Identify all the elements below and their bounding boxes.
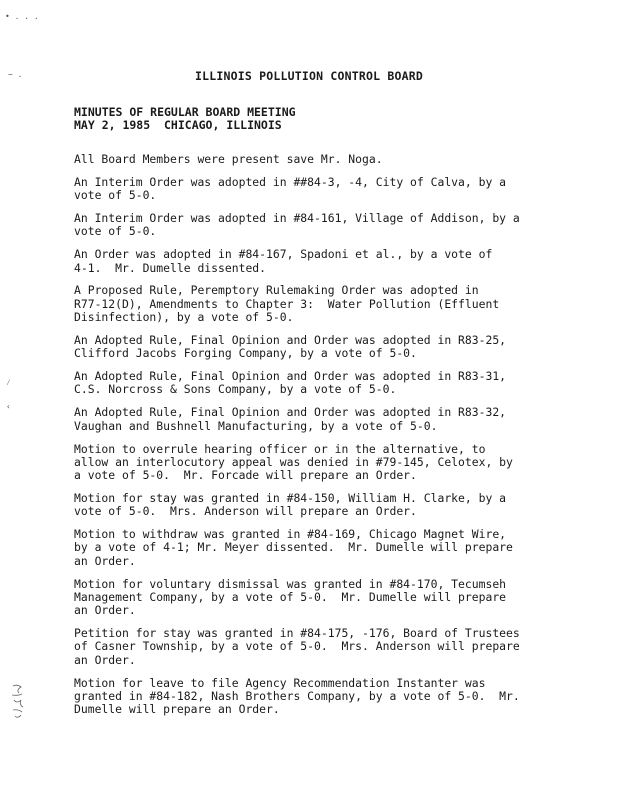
paragraph-item: An Adopted Rule, Final Opinion and Order was adopted in R83-25, Clifford Jacobs Forging Company, by a vote of 5-0. xyxy=(74,332,507,361)
minutes-body xyxy=(74,153,574,726)
paragraph-item: A Proposed Rule, Peremptory Rulemaking Order was adopted in R77-12(D), Amendments to Chapter 3: Water Pollution (Effluent Disinfection), by a vote of 5-0. xyxy=(74,283,500,325)
paragraph-item: Petition for stay was granted in #84-175, -176, Board of Trustees of Casner Township, by a vote of 5-0. Mrs. Anderson will prepare an Order. xyxy=(74,626,520,667)
scan-speck: ~ . xyxy=(8,70,23,79)
minutes-heading xyxy=(74,106,296,132)
paragraph-item: Motion for voluntary dismissal was granted in #84-170, Tecumseh Management Company, by a vote of 5-0. Mr. Dumelle will prepare an Order. xyxy=(74,576,507,618)
scan-speck: ‹ xyxy=(6,402,11,411)
paragraph-item: An Interim Order was adopted in ##84-3, -4, City of Calva, by a vote of 5-0. xyxy=(74,174,507,203)
paragraph-item: Motion to overrule hearing officer or in the alternative, to allow an interlocutory appeal was denied in #79-145, Celotex, by a vote of 5-0. Mr. Forcade will prepare an Order. xyxy=(74,441,513,483)
paragraph-item: Motion for stay was granted in #84-150, William H. Clarke, by a vote of 5-0. Mrs. Anderson will prepare an Order. xyxy=(74,490,507,519)
document-title: ILLINOIS POLLUTION CONTROL BOARD xyxy=(195,69,423,83)
heading-line-2: MAY 2, 1985 CHICAGO, ILLINOIS xyxy=(74,118,282,132)
paragraph-item: An Order was adopted in #84-167, Spadoni et al., by a vote of 4-1. Mr. Dumelle dissented. xyxy=(74,247,493,275)
scan-speck: • . . . xyxy=(5,12,39,21)
paragraph-item: An Interim Order was adopted in #84-161, Village of Addison, by a vote of 5-0. xyxy=(74,211,520,239)
paragraph-attendance: All Board Members were present save Mr. Noga. xyxy=(74,152,383,166)
scan-speck: ⁄ xyxy=(6,378,11,387)
paragraph-item: An Adopted Rule, Final Opinion and Order was adopted in R83-32, Vaughan and Bushnell Manufacturing, by a vote of 5-0. xyxy=(74,405,507,433)
margin-scribble xyxy=(10,683,28,723)
paragraph-item: An Adopted Rule, Final Opinion and Order was adopted in R83-31, C.S. Norcross & Sons Company, by a vote of 5-0. xyxy=(74,369,507,397)
paragraph-item: Motion for leave to file Agency Recommendation Instanter was granted in #84-182, Nash Brothers Company, by a vote of 5-0. Mr. Dumelle will prepare an Order. xyxy=(74,675,520,717)
paragraph-item: Motion to withdraw was granted in #84-169, Chicago Magnet Wire, by a vote of 4-1; Mr. Meyer dissented. Mr. Dumelle will prepare an Order. xyxy=(74,527,513,568)
heading-line-1: MINUTES OF REGULAR BOARD MEETING xyxy=(74,105,296,119)
